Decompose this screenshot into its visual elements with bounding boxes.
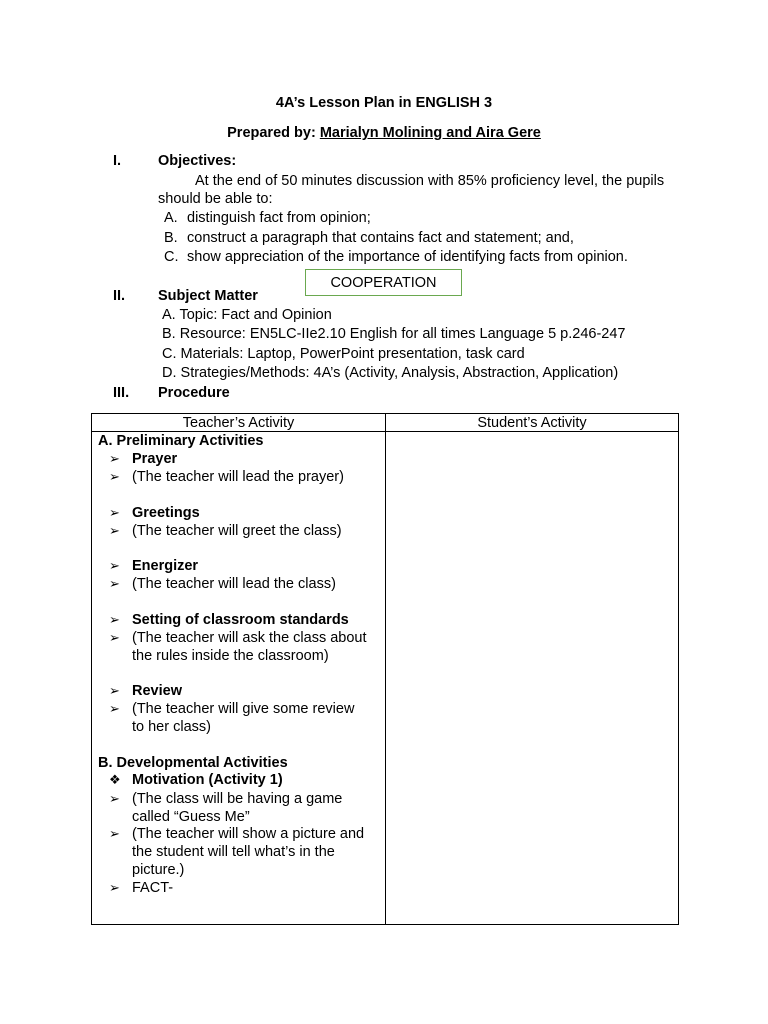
arrowhead-bullet-icon: ➢: [109, 505, 120, 520]
objectives-heading: Objectives:: [158, 153, 237, 169]
objective-item-b: construct a paragraph that contains fact and statement; and,: [187, 230, 574, 246]
greetings-description: (The teacher will greet the class): [132, 523, 342, 539]
game-desc-line2: called “Guess Me”: [132, 809, 250, 825]
arrowhead-bullet-icon: ➢: [109, 469, 120, 484]
subject-resource: B. Resource: EN5LC-IIe2.10 English for all times Language 5 p.246-247: [162, 326, 626, 342]
classroom-standards-desc-line1: (The teacher will ask the class about: [132, 630, 367, 646]
objective-letter-b: B.: [164, 230, 178, 246]
prepared-by-names: Marialyn Molining and Aira Gere: [319, 125, 541, 141]
arrowhead-bullet-icon: ➢: [109, 791, 120, 806]
motivation-label: Motivation (Activity 1): [132, 772, 283, 788]
document-title: 4A’s Lesson Plan in ENGLISH 3: [275, 95, 493, 111]
prayer-label: Prayer: [132, 451, 178, 467]
arrowhead-bullet-icon: ➢: [109, 683, 120, 698]
classroom-standards-desc-line2: the rules inside the classroom): [132, 648, 329, 664]
objectives-numeral: I.: [113, 153, 122, 169]
prepared-by-label: Prepared by:: [227, 125, 316, 141]
review-desc-line2: to her class): [132, 719, 211, 735]
section-b-heading: B. Developmental Activities: [98, 755, 288, 771]
objectives-intro-line2: should be able to:: [158, 191, 273, 207]
prayer-description: (The teacher will lead the prayer): [132, 469, 344, 485]
student-activity-header: Student’s Activity: [477, 415, 587, 431]
arrowhead-bullet-icon: ➢: [109, 576, 120, 591]
arrowhead-bullet-icon: ➢: [109, 612, 120, 627]
section-a-heading: A. Preliminary Activities: [98, 433, 264, 449]
prepared-by-line: [0, 125, 768, 141]
procedure-numeral: III.: [113, 385, 130, 401]
objective-letter-a: A.: [164, 210, 178, 226]
value-focus-label: COOPERATION: [330, 274, 437, 291]
arrowhead-bullet-icon: ➢: [109, 558, 120, 573]
fact-label: FACT-: [132, 880, 174, 896]
subject-matter-heading: Subject Matter: [158, 288, 258, 304]
picture-desc-line1: (The teacher will show a picture and: [132, 826, 365, 842]
picture-desc-line3: picture.): [132, 862, 185, 878]
objective-letter-c: C.: [164, 249, 179, 265]
teacher-activity-header: Teacher’s Activity: [182, 415, 295, 431]
greetings-label: Greetings: [132, 505, 200, 521]
picture-desc-line2: the student will tell what’s in the: [132, 844, 335, 860]
arrowhead-bullet-icon: ➢: [109, 701, 120, 716]
classroom-standards-label: Setting of classroom standards: [132, 612, 349, 628]
energizer-description: (The teacher will lead the class): [132, 576, 336, 592]
subject-topic: A. Topic: Fact and Opinion: [162, 307, 332, 323]
subject-matter-numeral: II.: [113, 288, 126, 304]
value-focus-box: [305, 269, 462, 296]
arrowhead-bullet-icon: ➢: [109, 826, 120, 841]
four-diamond-bullet-icon: ❖: [109, 772, 121, 787]
arrowhead-bullet-icon: ➢: [109, 880, 120, 895]
objectives-intro-line1: At the end of 50 minutes discussion with 85% proficiency level, the pupils: [195, 173, 665, 189]
energizer-label: Energizer: [132, 558, 199, 574]
objective-item-a: distinguish fact from opinion;: [187, 210, 371, 226]
objective-item-c: show appreciation of the importance of identifying facts from opinion.: [187, 249, 628, 265]
arrowhead-bullet-icon: ➢: [109, 523, 120, 538]
review-label: Review: [132, 683, 182, 699]
subject-strategies: D. Strategies/Methods: 4A’s (Activity, Analysis, Abstraction, Application): [162, 365, 619, 381]
arrowhead-bullet-icon: ➢: [109, 630, 120, 645]
review-desc-line1: (The teacher will give some review: [132, 701, 355, 717]
column-divider: [385, 414, 386, 924]
subject-materials: C. Materials: Laptop, PowerPoint presentation, task card: [162, 346, 525, 362]
procedure-table: [91, 413, 679, 925]
arrowhead-bullet-icon: ➢: [109, 451, 120, 466]
game-desc-line1: (The class will be having a game: [132, 791, 343, 807]
procedure-heading: Procedure: [158, 385, 230, 401]
